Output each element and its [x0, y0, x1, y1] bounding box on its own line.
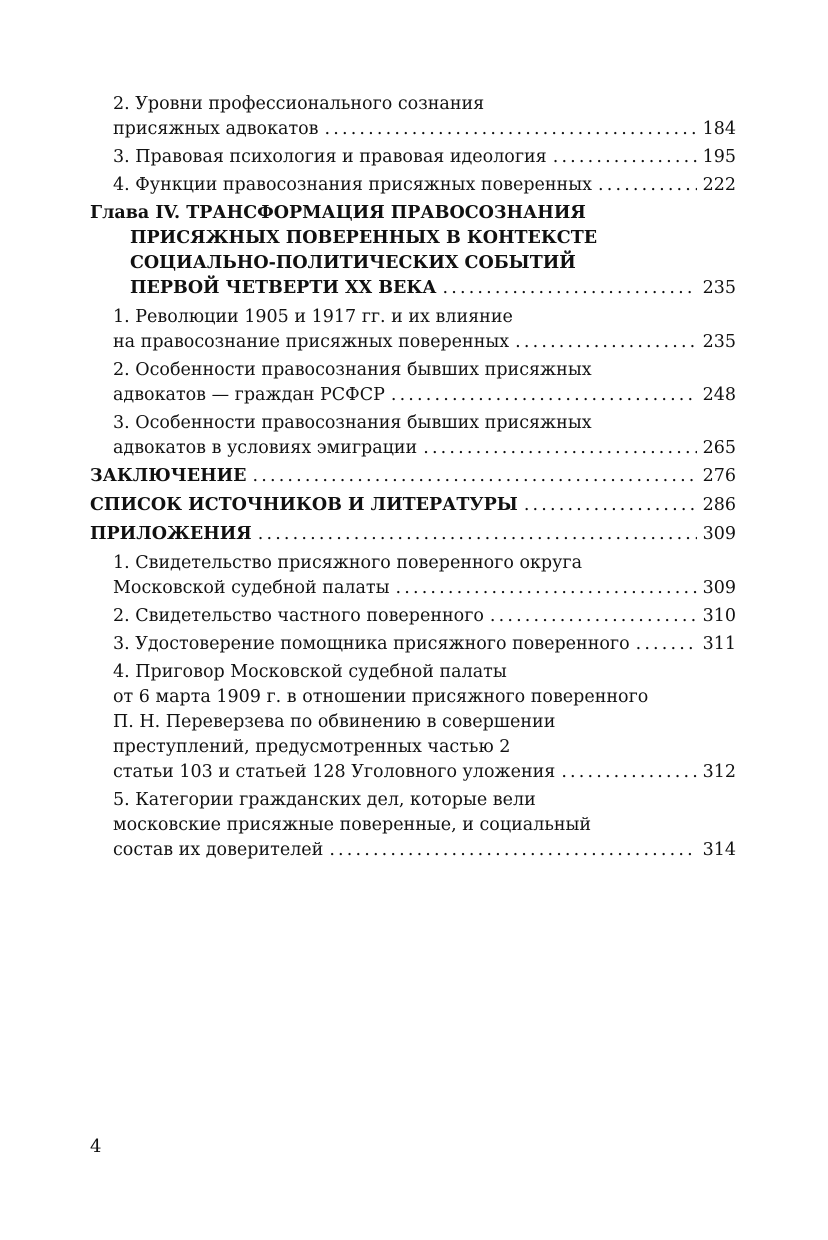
- toc-entry: [90, 411, 736, 461]
- table-of-contents: [90, 92, 736, 866]
- section-title: ЗАКЛЮЧЕНИЕ: [90, 466, 247, 486]
- toc-page-number: 312: [702, 762, 736, 782]
- toc-entry: [90, 551, 736, 601]
- toc-page-number: 222: [702, 175, 736, 195]
- toc-entry-text: 2. Уровни профессионального сознания: [113, 94, 485, 114]
- toc-entry-text: статьи 103 и статьей 128 Уголовного уложения: [113, 762, 556, 782]
- dot-leader: [423, 436, 696, 461]
- toc-page-number: 286: [702, 495, 736, 515]
- toc-page-number: 314: [702, 840, 736, 860]
- toc-entry-text: П. Н. Переверзева по обвинению в совершении: [113, 712, 556, 732]
- toc-page-number: 276: [702, 466, 736, 486]
- toc-section-heading: [90, 493, 736, 518]
- toc-page-number: 265: [702, 438, 736, 458]
- dot-leader: [636, 632, 697, 657]
- toc-entry-text: от 6 марта 1909 г. в отношении присяжного поверенного: [113, 687, 649, 707]
- toc-chapter-heading: [90, 201, 736, 301]
- toc-entry-text: 1. Свидетельство присяжного поверенного округа: [113, 553, 583, 573]
- toc-entry-text: адвокатов — граждан РСФСР: [113, 385, 385, 405]
- dot-leader: [258, 522, 697, 547]
- chapter-title: ПЕРВОЙ ЧЕТВЕРТИ XX ВЕКА: [130, 278, 437, 298]
- chapter-title: Глава IV. ТРАНСФОРМАЦИЯ ПРАВОСОЗНАНИЯ: [90, 203, 586, 223]
- toc-page-number: 309: [702, 578, 736, 598]
- section-title: ПРИЛОЖЕНИЯ: [90, 524, 252, 544]
- chapter-title: СОЦИАЛЬНО-ПОЛИТИЧЕСКИХ СОБЫТИЙ: [130, 253, 576, 273]
- toc-entry: [90, 632, 736, 657]
- dot-leader: [391, 383, 697, 408]
- page-number: 4: [90, 1136, 102, 1157]
- toc-entry-text: состав их доверителей: [113, 840, 324, 860]
- toc-page-number: 235: [702, 332, 736, 352]
- toc-entry: [90, 788, 736, 863]
- section-title: СПИСОК ИСТОЧНИКОВ И ЛИТЕРАТУРЫ: [90, 495, 518, 515]
- toc-page-number: 195: [702, 147, 736, 167]
- dot-leader: [396, 576, 697, 601]
- toc-entry-text: на правосознание присяжных поверенных: [113, 332, 510, 352]
- toc-entry-text: 3. Правовая психология и правовая идеология: [113, 147, 547, 167]
- dot-leader: [329, 838, 696, 863]
- toc-entry-text: присяжных адвокатов: [113, 119, 319, 139]
- toc-entry-text: 4. Приговор Московской судебной палаты: [113, 662, 507, 682]
- toc-entry-text: преступлений, предусмотренных частью 2: [113, 737, 511, 757]
- toc-entry: [90, 145, 736, 170]
- toc-page-number: 184: [702, 119, 736, 139]
- chapter-title: ПРИСЯЖНЫХ ПОВЕРЕННЫХ В КОНТЕКСТЕ: [130, 228, 598, 248]
- dot-leader: [524, 493, 697, 518]
- dot-leader: [561, 760, 696, 785]
- dot-leader: [443, 276, 697, 301]
- dot-leader: [515, 330, 696, 355]
- toc-page-number: 310: [702, 606, 736, 626]
- toc-entry-text: 3. Удостоверение помощника присяжного поверенного: [113, 634, 630, 654]
- dot-leader: [325, 117, 697, 142]
- toc-page-number: 248: [702, 385, 736, 405]
- toc-entry: [90, 92, 736, 142]
- toc-entry: [90, 173, 736, 198]
- toc-page-number: 311: [702, 634, 736, 654]
- toc-page-number: 235: [702, 278, 736, 298]
- dot-leader: [253, 464, 697, 489]
- toc-entry-text: 2. Особенности правосознания бывших присяжных: [113, 360, 592, 380]
- toc-entry-text: 2. Свидетельство частного поверенного: [113, 606, 484, 626]
- toc-entry-text: московские присяжные поверенные, и социальный: [113, 815, 592, 835]
- toc-entry-text: адвокатов в условиях эмиграции: [113, 438, 418, 458]
- toc-entry-text: 4. Функции правосознания присяжных поверенных: [113, 175, 593, 195]
- toc-section-heading: [90, 464, 736, 489]
- toc-entry-text: 1. Революции 1905 и 1917 гг. и их влияние: [113, 307, 513, 327]
- toc-entry-text: Московской судебной палаты: [113, 578, 390, 598]
- dot-leader: [490, 604, 697, 629]
- toc-entry: [90, 358, 736, 408]
- dot-leader: [598, 173, 697, 198]
- toc-entry: [90, 604, 736, 629]
- toc-entry: [90, 660, 736, 785]
- dot-leader: [553, 145, 697, 170]
- toc-entry: [90, 305, 736, 355]
- toc-page-number: 309: [702, 524, 736, 544]
- toc-entry-text: 5. Категории гражданских дел, которые вели: [113, 790, 536, 810]
- toc-entry-text: 3. Особенности правосознания бывших присяжных: [113, 413, 592, 433]
- toc-section-heading: [90, 522, 736, 547]
